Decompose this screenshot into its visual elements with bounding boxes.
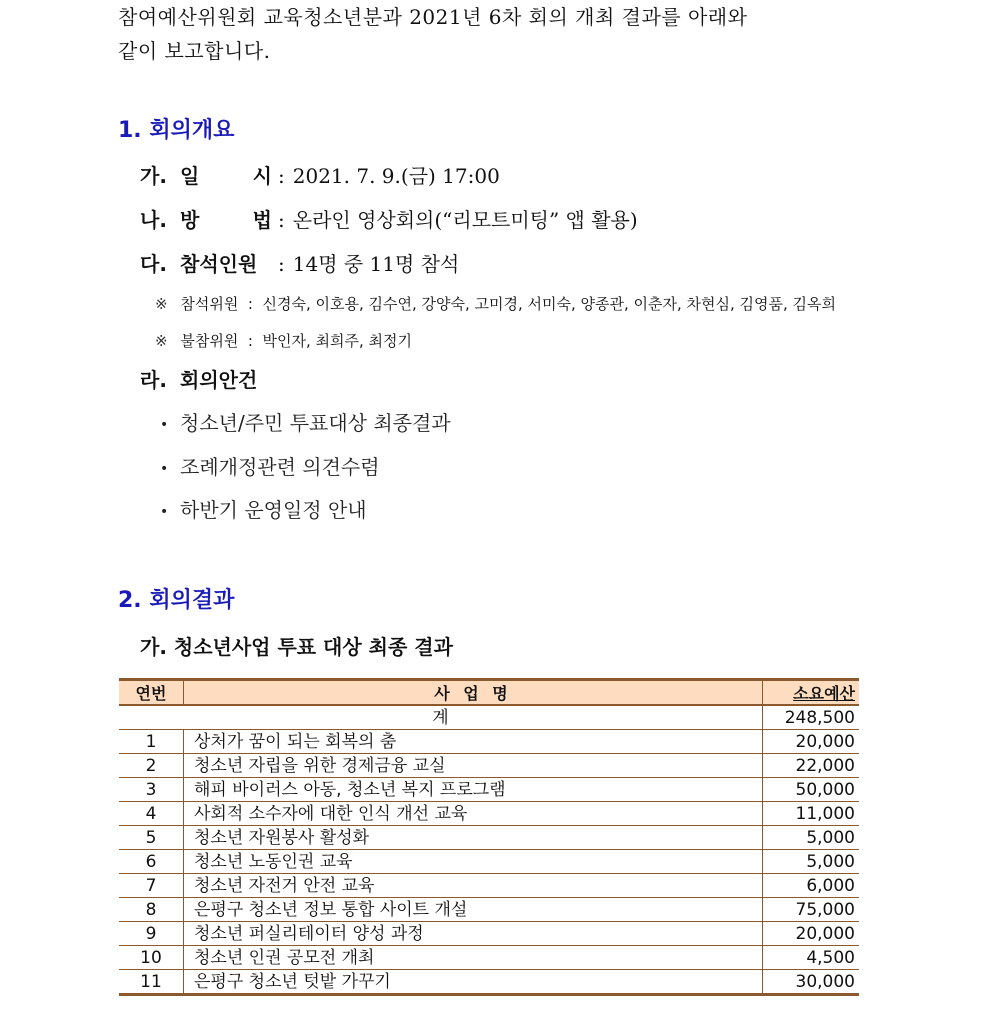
results-subtitle: 가. 청소년사업 투표 대상 최종 결과 [140,635,453,659]
agenda-item [160,407,451,436]
total-amount: 248,500 [763,705,860,730]
row-name: 은평구 청소년 텃밭 가꾸기 [184,970,763,995]
attendees-note [155,293,836,314]
row-amount: 6,000 [763,874,860,898]
row-no: 5 [119,826,184,850]
table-row [119,850,859,874]
table-row [119,874,859,898]
intro-paragraph [118,0,858,68]
row-amount: 20,000 [763,922,860,946]
colon: : [278,164,285,188]
row-amount: 4,500 [763,946,860,970]
header-project-name: 사 업 명 [184,680,763,706]
row-no: 7 [119,874,184,898]
row-amount: 50,000 [763,778,860,802]
row-amount: 22,000 [763,754,860,778]
table-row [119,802,859,826]
absentees-value: 박인자, 최희주, 최정기 [262,332,412,350]
agenda-item [160,494,367,523]
table-row [119,730,859,754]
bullet-icon: • [160,416,169,433]
row-no: 11 [119,970,184,995]
reference-mark-icon: ※ [155,332,168,350]
row-no: 2 [119,754,184,778]
row-name: 청소년 자원봉사 활성화 [184,826,763,850]
colon: : [243,295,258,313]
agenda-item [160,451,380,480]
method-value: 온라인 영상회의(“리모트미팅” 앱 활용) [292,208,638,232]
row-no: 6 [119,850,184,874]
row-no: 1 [119,730,184,754]
date-label: 일 시 [180,164,272,188]
row-amount: 11,000 [763,802,860,826]
method-label: 방 법 [180,208,272,232]
row-name: 해피 바이러스 아동, 청소년 복지 프로그램 [184,778,763,802]
attendance-prefix: 다. [140,252,167,276]
row-name: 청소년 인권 공모전 개최 [184,946,763,970]
colon: : [278,208,285,232]
reference-mark-icon: ※ [155,295,168,313]
agenda-item-text: 조례개정관련 의견수렴 [180,455,380,479]
row-name: 청소년 퍼실리테이터 양성 과정 [184,922,763,946]
section-2-title: 2. 회의결과 [118,588,235,613]
row-amount: 5,000 [763,850,860,874]
agenda-heading [140,364,257,393]
row-no: 10 [119,946,184,970]
table-header-row [119,680,859,706]
attendance-value: 14명 중 11명 참석 [292,252,460,276]
attendance-label: 참석인원 [180,252,258,276]
colon: : [243,332,258,350]
budget-table [119,678,859,996]
table-row [119,754,859,778]
table-row [119,946,859,970]
attendance-row [140,248,459,277]
intro-line-1: 참여예산위원회 교육청소년분과 2021년 6차 회의 개최 결과를 아래와 [118,5,748,29]
agenda-item-text: 청소년/주민 투표대상 최종결과 [180,411,451,435]
agenda-title: 회의안건 [180,368,258,392]
agenda-item-text: 하반기 운영일정 안내 [180,498,367,522]
attendees-value: 신경숙, 이호용, 김수연, 강양숙, 고미경, 서미숙, 양종관, 이춘자, 차현심, 김영품, 김옥희 [262,295,837,313]
table-row [119,826,859,850]
method-prefix: 나. [140,208,167,232]
absentees-label: 불참위원 [180,332,239,350]
absentees-note [155,330,412,351]
row-name: 상처가 꿈이 되는 회복의 춤 [184,730,763,754]
header-no: 연번 [119,680,184,706]
total-label: 계 [119,705,763,730]
row-amount: 75,000 [763,898,860,922]
header-budget: 소요예산 [763,680,860,706]
row-no: 8 [119,898,184,922]
attendees-label: 참석위원 [180,295,239,313]
row-name: 청소년 자립을 위한 경제금융 교실 [184,754,763,778]
meeting-date-row [140,160,500,189]
agenda-prefix: 라. [140,368,167,392]
row-no: 4 [119,802,184,826]
row-amount: 30,000 [763,970,860,995]
row-name: 은평구 청소년 정보 통합 사이트 개설 [184,898,763,922]
date-value: 2021. 7. 9.(금) 17:00 [292,164,500,188]
total-row [119,705,859,730]
row-name: 사회적 소수자에 대한 인식 개선 교육 [184,802,763,826]
row-name: 청소년 자전거 안전 교육 [184,874,763,898]
row-no: 9 [119,922,184,946]
section-1-title: 1. 회의개요 [118,118,235,143]
table-row [119,922,859,946]
row-name: 청소년 노동인권 교육 [184,850,763,874]
meeting-method-row [140,204,638,233]
intro-line-2: 같이 보고합니다. [118,39,271,63]
table-row [119,970,859,995]
colon: : [278,252,285,276]
table-row [119,898,859,922]
date-prefix: 가. [140,164,167,188]
row-amount: 5,000 [763,826,860,850]
bullet-icon: • [160,460,169,477]
bullet-icon: • [160,503,169,520]
row-no: 3 [119,778,184,802]
table-row [119,778,859,802]
row-amount: 20,000 [763,730,860,754]
